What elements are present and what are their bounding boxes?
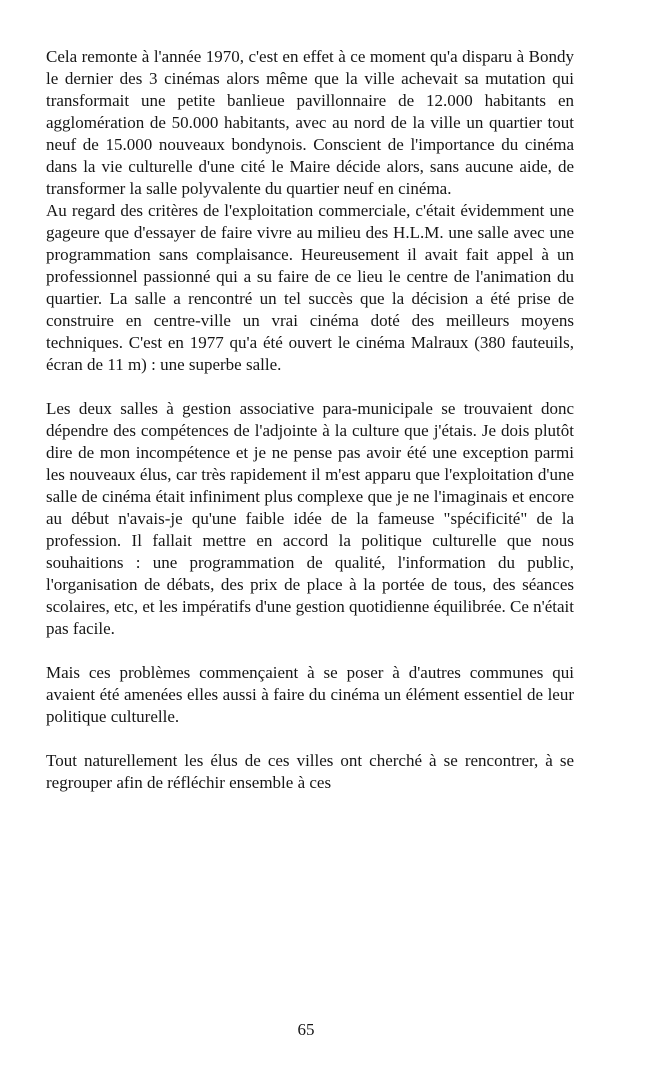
page-number: 65 [297, 1020, 315, 1039]
paragraph-origins: Cela remonte à l'année 1970, c'est en effet à ce moment qu'a disparu à Bondy le dernier des 3 cinémas alors même que la ville achevait sa mutation qui transformait une petite banlieue pavillonnaire de 12.000 habitants en agglomération de 50.000 habitants, avec au nord de la ville un quartier tout neuf de 15.000 nouveaux bondynois. Conscient de l'importance du cinéma dans la vie culturelle d'une cité le Maire décide alors, sans aucune aide, de transformer la salle polyvalente du quartier neuf en cinéma. [46, 47, 574, 198]
paragraph-commercial-challenge: Au regard des critères de l'exploitation commerciale, c'était évidemment une gageure que d'essayer de faire vivre au milieu des H.L.M. une salle avec une programmation sans complaisance. Heureusement il avait fait appel à un professionnel passionné qui a su faire de ce lieu le centre de l'animation du quartier. La salle a rencontré un tel succès que la décision a été prise de construire en centre-ville un vrai cinéma doté des meilleurs moyens techniques. C'est en 1977 qu'a été ouvert le cinéma Malraux (380 fauteuils, écran de 11 m) : une superbe salle. [46, 201, 574, 374]
page-body [46, 46, 574, 794]
paragraph-elected-officials: Tout naturellement les élus de ces villes ont cherché à se rencontrer, à se regrouper afin de réfléchir ensemble à ces [46, 751, 574, 792]
paragraph-other-communes: Mais ces problèmes commençaient à se poser à d'autres communes qui avaient été amenées elles aussi à faire du cinéma un élément essentiel de leur politique culturelle. [46, 663, 574, 726]
paragraph-management: Les deux salles à gestion associative para-municipale se trouvaient donc dépendre des compétences de l'adjointe à la culture que j'étais. Je dois plutôt dire de mon incompétence et je ne pense pas avoir été une exception parmi les nouveaux élus, car très rapidement il m'est apparu que l'exploitation d'une salle de cinéma était infiniment plus complexe que je ne l'imaginais et encore au début n'avais-je qu'une faible idée de la fameuse "spécificité" de la profession. Il fallait mettre en accord la politique culturelle que nous souhaitions : une programmation de qualité, l'information du public, l'organisation de débats, des prix de place à la portée de tous, des séances scolaires, etc, et les impératifs d'une gestion quotidienne équilibrée. Ce n'était pas facile. [46, 399, 574, 638]
